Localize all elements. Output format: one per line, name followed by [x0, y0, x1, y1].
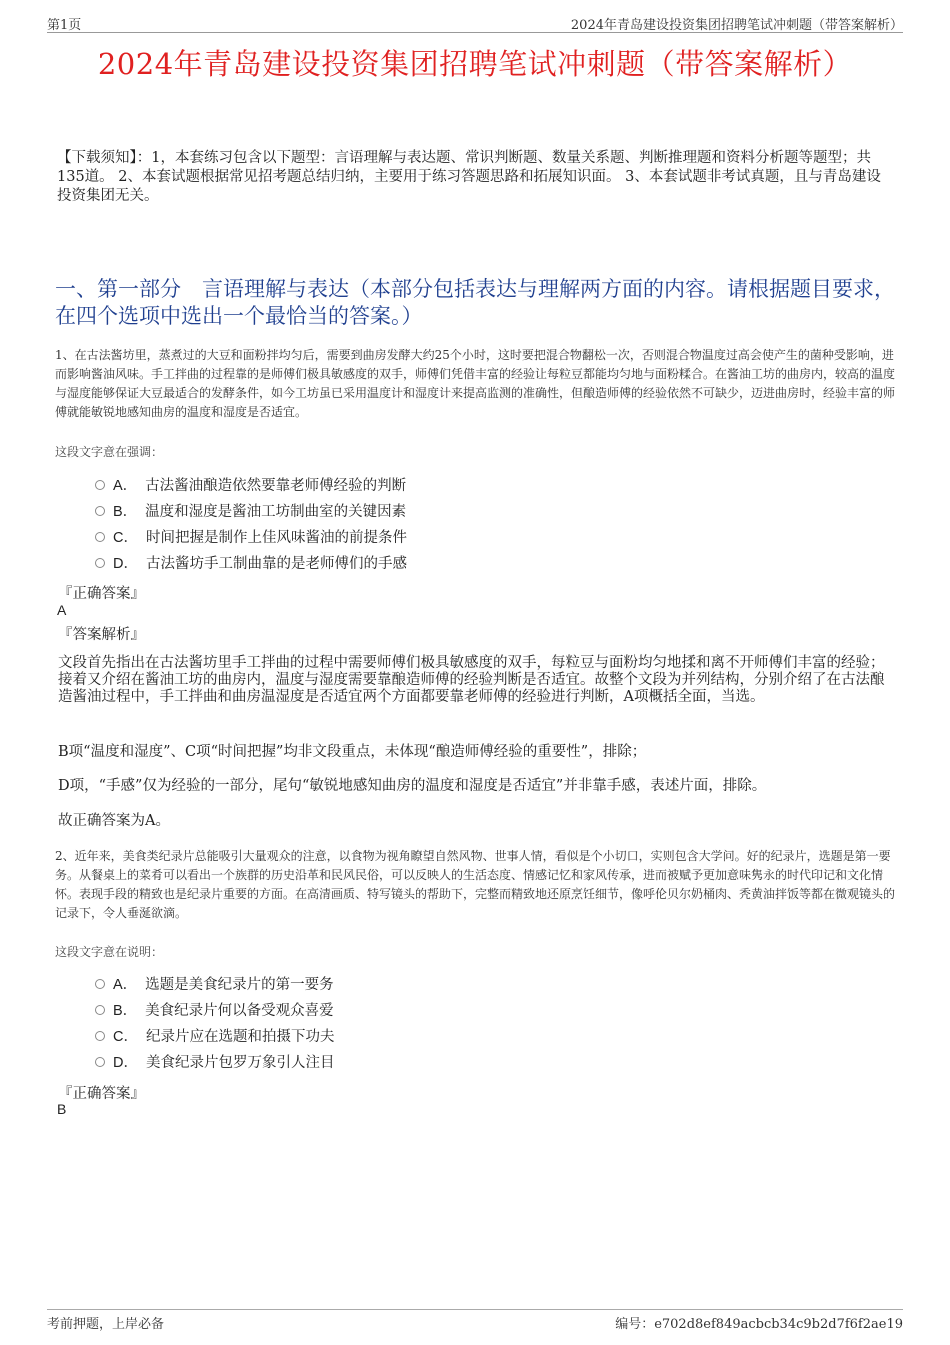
option-letter: B．: [113, 1003, 138, 1019]
footer-divider: [47, 1309, 903, 1310]
document-id: 编号：e702d8ef849acbcb34c9b2d7f6f2ae19: [615, 1317, 903, 1332]
option-text: 选题是美食纪录片的第一要务: [145, 977, 334, 993]
question-2-option-c[interactable]: [95, 1027, 334, 1047]
question-2-prompt: 这段文字意在说明：: [55, 945, 164, 959]
correct-answer-value: B: [57, 1101, 67, 1117]
option-text: 美食纪录片包罗万象引人注目: [145, 1055, 335, 1071]
download-notice: 【下载须知】：1，本套练习包含以下题型：言语理解与表达题、常识判断题、数量关系题、判断推理题和资料分析题等题型；共135道。 2、本套试题根据常见招考题总结归纳，主要用于练习答题思路和拓展知识面。 3、本套试题非考试真题，且与青岛建设投资集团无关。: [57, 150, 881, 204]
option-letter: C．: [113, 1029, 138, 1045]
option-text: 温度和湿度是酱油工坊制曲室的关键因素: [145, 504, 407, 520]
analysis-conclusion: 故正确答案为A。: [58, 813, 170, 829]
question-1-option-a[interactable]: [95, 476, 406, 496]
analysis-paragraph: 文段首先指出在古法酱坊里手工拌曲的过程中需要师傅们极具敏感度的双手，每粒豆与面粉均匀地揉和离不开师傅们丰富的经验；接着又介绍在酱油工坊的曲房内，温度与湿度需要靠酿造师傅的经验判断是否适宜。故整个文段为并列结构，分别介绍了在古法酿造酱油过程中，手工拌曲和曲房温湿度是否适宜两个方面都要靠老师傅的经验进行判断，A项概括全面，当选。: [58, 655, 885, 705]
option-letter: A．: [113, 977, 138, 993]
correct-answer-label: 『正确答案』: [58, 1086, 145, 1102]
analysis-paragraph: B项“温度和湿度”、C项“时间把握”均非文段重点，未体现“酿造师傅经验的重要性”，排除；: [58, 744, 647, 760]
option-text: 古法酱坊手工制曲靠的是老师傅们的手感: [145, 556, 407, 572]
option-letter: C．: [113, 530, 138, 546]
radio-icon[interactable]: [95, 1057, 105, 1067]
radio-icon[interactable]: [95, 979, 105, 989]
analysis-label: 『答案解析』: [58, 627, 145, 643]
option-text: 纪录片应在选题和拍摄下功夫: [145, 1029, 335, 1045]
question-1-option-d[interactable]: [95, 554, 407, 574]
option-letter: D．: [113, 556, 138, 572]
correct-answer-label: 『正确答案』: [58, 586, 145, 602]
document-title: 2024年青岛建设投资集团招聘笔试冲刺题（带答案解析）: [97, 47, 853, 81]
question-1-option-c[interactable]: [95, 528, 407, 548]
option-text: 时间把握是制作上佳风味酱油的前提条件: [145, 530, 407, 546]
question-2-option-d[interactable]: [95, 1053, 334, 1073]
question-1-prompt: 这段文字意在强调：: [55, 445, 164, 459]
footer-slogan: 考前押题，上岸必备: [47, 1317, 165, 1332]
header-divider: [47, 32, 903, 33]
radio-icon[interactable]: [95, 532, 105, 542]
radio-icon[interactable]: [95, 1031, 105, 1041]
running-title: 2024年青岛建设投资集团招聘笔试冲刺题（带答案解析）: [570, 18, 903, 33]
question-2-option-a[interactable]: [95, 975, 334, 995]
page-number: 第1页: [47, 18, 82, 33]
option-text: 美食纪录片何以备受观众喜爱: [145, 1003, 334, 1019]
radio-icon[interactable]: [95, 1005, 105, 1015]
question-1-option-b[interactable]: [95, 502, 406, 522]
correct-answer-value: A: [57, 602, 67, 618]
radio-icon[interactable]: [95, 480, 105, 490]
option-letter: A．: [113, 478, 138, 494]
question-2-option-b[interactable]: [95, 1001, 334, 1021]
section-heading: 一、第一部分 言语理解与表达（本部分包括表达与理解两方面的内容。请根据题目要求，在四个选项中选出一个最恰当的答案。）: [55, 277, 895, 328]
option-letter: B．: [113, 504, 138, 520]
radio-icon[interactable]: [95, 506, 105, 516]
analysis-paragraph: D项，“手感”仅为经验的一部分，尾句“敏锐地感知曲房的温度和湿度是否适宜”并非靠手感，表述片面，排除。: [58, 778, 767, 794]
question-2-text: 2、近年来，美食类纪录片总能吸引大量观众的注意，以食物为视角瞭望自然风物、世事人情，看似是个小切口，实则包含大学问。好的纪录片，选题是第一要务。从餐桌上的菜肴可以看出一个族群的历史沿革和民风民俗，可以反映人的生活态度、情感记忆和家风传承，进而被赋予更加意味隽永的时代印记和文化情怀。表现手段的精致也是纪录片重要的方面。在高清画质、特写镜头的帮助下，完整而精致地还原烹饪细节，像呼伦贝尔奶桶肉、秃黄油拌饭等都在微观镜头的记录下，令人垂涎欲滴。: [55, 849, 896, 920]
option-text: 古法酱油酿造依然要靠老师傅经验的判断: [145, 478, 407, 494]
radio-icon[interactable]: [95, 558, 105, 568]
option-letter: D．: [113, 1055, 138, 1071]
question-1-text: 1、在古法酱坊里，蒸煮过的大豆和面粉拌均匀后，需要到曲房发酵大约25个小时，这时要把混合物翻松一次，否则混合物温度过高会使产生的菌种受影响，进而影响酱油风味。手工拌曲的过程靠的是师傅们极具敏感度的双手，师傅们凭借丰富的经验让每粒豆都能均匀地与面粉糅合。在酱油工坊的曲房内，较高的温度与湿度能够保证大豆最适合的发酵条件，如今工坊虽已采用温度计和湿度计来提高监测的准确性，但酿造师傅的经验依然不可缺少，迈进曲房时，经验丰富的师傅就能敏锐地感知曲房的温度和湿度是否适宜。: [55, 348, 896, 419]
